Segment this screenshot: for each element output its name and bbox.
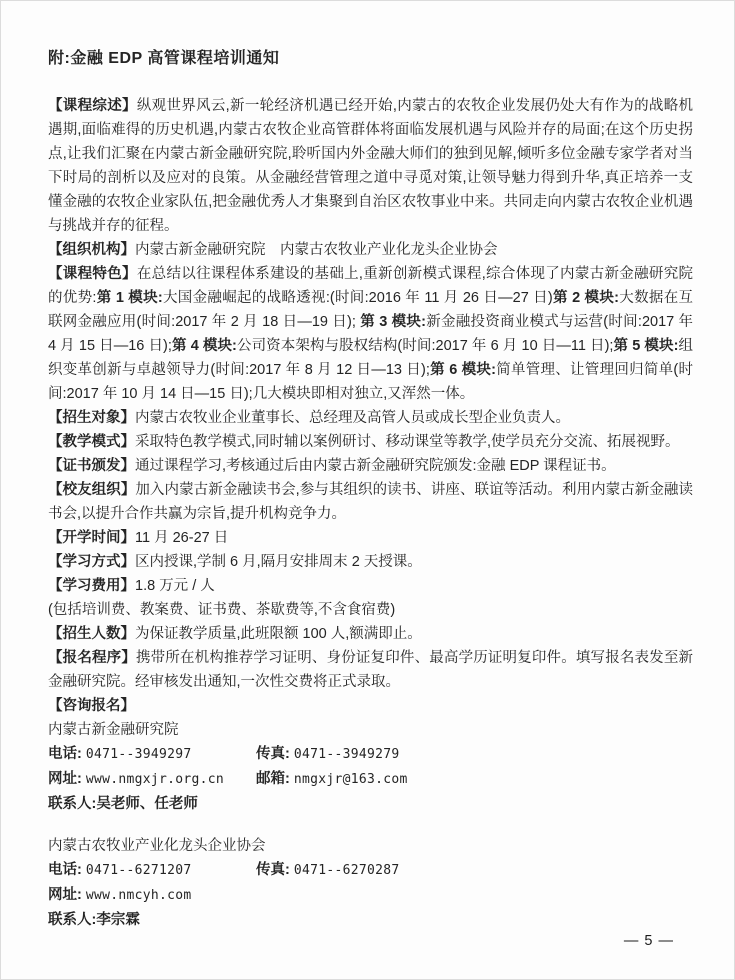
website-value: www.nmgxjr.org.cn <box>85 772 225 787</box>
section-fee-note <box>48 598 693 622</box>
features-intro: 在总结以往课程体系建设的基础上,重新创新模式课程,综合体现了内蒙古新金融研究院的优势: <box>48 266 694 306</box>
section-start-date <box>48 526 693 550</box>
section-label-organizer: 【组织机构】 <box>48 242 135 258</box>
section-course-overview <box>48 94 693 238</box>
phone-value: 0471--6271207 <box>85 863 192 878</box>
module-4-desc: 公司资本架构与股权结构(时间:2017 年 6 月 10 日—11 日); <box>236 338 614 354</box>
section-text-quota: 为保证教学质量,此班限额 100 人,额满即止。 <box>135 626 422 642</box>
contact-person-label: 联系人: <box>48 912 97 928</box>
contact-row-person <box>48 792 693 816</box>
org-name-text: 内蒙古农牧业产业化龙头企业协会 <box>48 838 266 854</box>
section-label-procedure: 【报名程序】 <box>48 650 136 666</box>
contact-row-phone-fax <box>48 858 693 883</box>
section-label-course-features: 【课程特色】 <box>48 266 137 282</box>
document-title: 附:金融 EDP 高管课程培训通知 <box>48 50 280 67</box>
email-label: 邮箱: <box>256 771 290 787</box>
contact-person-label: 联系人: <box>48 796 97 812</box>
section-text-procedure: 携带所在机构推荐学习证明、身份证复印件、最高学历证明复印件。填写报名表发至新金融研究院。经审核发出通知,一次性交费将正式录取。 <box>48 650 694 690</box>
website-label: 网址: <box>48 771 82 787</box>
email-pair <box>256 771 408 787</box>
section-consult <box>48 694 693 718</box>
contact-row-web-email <box>48 767 693 792</box>
page-number: — 5 — <box>623 933 674 949</box>
module-6-desc: 简单管理、让管理回归简单(时间:2017 年 10 月 14 日—15 日); <box>48 362 694 402</box>
module-1-desc: 大国金融崛起的战略透视:(时间:2016 年 11 月 26 日—27 日) <box>162 290 553 306</box>
phone-label: 电话: <box>48 862 82 878</box>
section-label-teaching-mode: 【教学模式】 <box>48 434 135 450</box>
section-teaching-mode <box>48 430 693 454</box>
module-5-name: 第 5 模块: <box>613 338 679 354</box>
section-text-course-overview: 纵观世界风云,新一轮经济机遇已经开始,内蒙古的农牧企业发展仍处大有作为的战略机遇期,面临难得的历史机遇,内蒙古农牧企业高管群体将面临发展机遇与风险并存的局面;在这个历史拐点,让我们汇聚在内蒙古新金融研究院,聆听国内外金融大师们的独到见解,倾听多位金融专家学者对当下时局的剖析以及应对的良策。从金融经营管理之道中寻觅对策,让领导魅力得到升华,真正培养一支懂金融的农牧企业家队伍,把金融优秀人才集聚到自治区农牧事业中来。共同走向内蒙古农牧企业机遇与挑战并存的征程。 <box>48 98 694 234</box>
contact-block-institute <box>48 718 693 816</box>
module-2-desc: 大数据在互联网金融应用(时间:2017 年 2 月 18 日—19 日); <box>48 290 693 330</box>
section-fee <box>48 574 693 598</box>
contact-row-phone-fax <box>48 742 693 767</box>
section-text-certificate: 通过课程学习,考核通过后由内蒙古新金融研究院颁发:金融 EDP 课程证书。 <box>135 458 616 474</box>
contact-row-web <box>48 883 693 908</box>
fax-label: 传真: <box>256 862 290 878</box>
section-procedure <box>48 646 693 694</box>
section-label-course-overview: 【课程综述】 <box>48 98 137 114</box>
section-text-enrollment-target: 内蒙古农牧业企业董事长、总经理及高管人员或成长型企业负责人。 <box>135 410 570 426</box>
section-label-alumni: 【校友组织】 <box>48 482 136 498</box>
section-label-fee: 【学习费用】 <box>48 578 135 594</box>
org-name-text: 内蒙古新金融研究院 <box>48 722 179 738</box>
section-quota <box>48 622 693 646</box>
section-label-certificate: 【证书颁发】 <box>48 458 135 474</box>
fax-pair <box>256 862 400 878</box>
email-value: nmgxjr@163.com <box>293 772 408 787</box>
fax-pair <box>256 746 400 762</box>
section-text-study-mode: 区内授课,学制 6 月,隔月安排周末 2 天授课。 <box>135 554 422 570</box>
section-text-start-date: 11 月 26-27 日 <box>135 530 229 546</box>
contact-person-value: 吴老师、任老师 <box>96 796 198 812</box>
section-label-study-mode: 【学习方式】 <box>48 554 135 570</box>
phone-label: 电话: <box>48 746 82 762</box>
contact-person-value: 李宗霖 <box>96 912 140 928</box>
section-text-fee: 1.8 万元 / 人 <box>135 578 215 594</box>
section-organizer <box>48 238 693 262</box>
section-label-quota: 【招生人数】 <box>48 626 135 642</box>
fax-label: 传真: <box>256 746 290 762</box>
module-2-name: 第 2 模块: <box>552 290 619 306</box>
module-6-name: 第 6 模块: <box>429 362 496 378</box>
section-certificate <box>48 454 693 478</box>
fax-value: 0471--3949279 <box>293 747 400 762</box>
section-label-start-date: 【开学时间】 <box>48 530 135 546</box>
contact-row-person <box>48 908 693 932</box>
features-outro: 几大模块即相对独立,又浑然一体。 <box>252 386 475 402</box>
website-label: 网址: <box>48 887 82 903</box>
section-text-fee-note: (包括培训费、教案费、证书费、茶歇费等,不含食宿费) <box>48 602 396 618</box>
phone-pair <box>48 858 256 883</box>
module-4-name: 第 4 模块: <box>171 338 237 354</box>
website-value: www.nmcyh.com <box>85 888 192 903</box>
module-3-name: 第 3 模块: <box>360 314 426 330</box>
website-pair <box>48 767 256 792</box>
fax-value: 0471--6270287 <box>293 863 400 878</box>
section-enrollment-target <box>48 406 693 430</box>
section-text-organizer: 内蒙古新金融研究院 内蒙古农牧业产业化龙头企业协会 <box>135 242 498 258</box>
section-text-alumni: 加入内蒙古新金融读书会,参与其组织的读书、讲座、联谊等活动。利用内蒙古新金融读书会,以提升合作共赢为宗旨,提升机构竞争力。 <box>48 482 693 522</box>
module-1-name: 第 1 模块: <box>96 290 163 306</box>
phone-value: 0471--3949297 <box>85 747 192 762</box>
org-name <box>48 834 693 858</box>
document-content <box>48 45 693 932</box>
contact-block-divider <box>48 816 693 834</box>
section-label-enrollment-target: 【招生对象】 <box>48 410 135 426</box>
section-study-mode <box>48 550 693 574</box>
section-text-teaching-mode: 采取特色教学模式,同时辅以案例研讨、移动课堂等教学,使学员充分交流、拓展视野。 <box>135 434 680 450</box>
org-name <box>48 718 693 742</box>
module-3-desc: 新金融投资商业模式与运营(时间:2017 年 4 月 15 日—16 日); <box>48 314 693 354</box>
contact-block-association <box>48 834 693 932</box>
section-course-features <box>48 262 693 406</box>
phone-pair <box>48 742 256 767</box>
section-label-consult: 【咨询报名】 <box>48 698 135 714</box>
module-5-desc: 组织变革创新与卓越领导力(时间:2017 年 8 月 12 日—13 日); <box>48 338 694 378</box>
section-alumni <box>48 478 693 526</box>
